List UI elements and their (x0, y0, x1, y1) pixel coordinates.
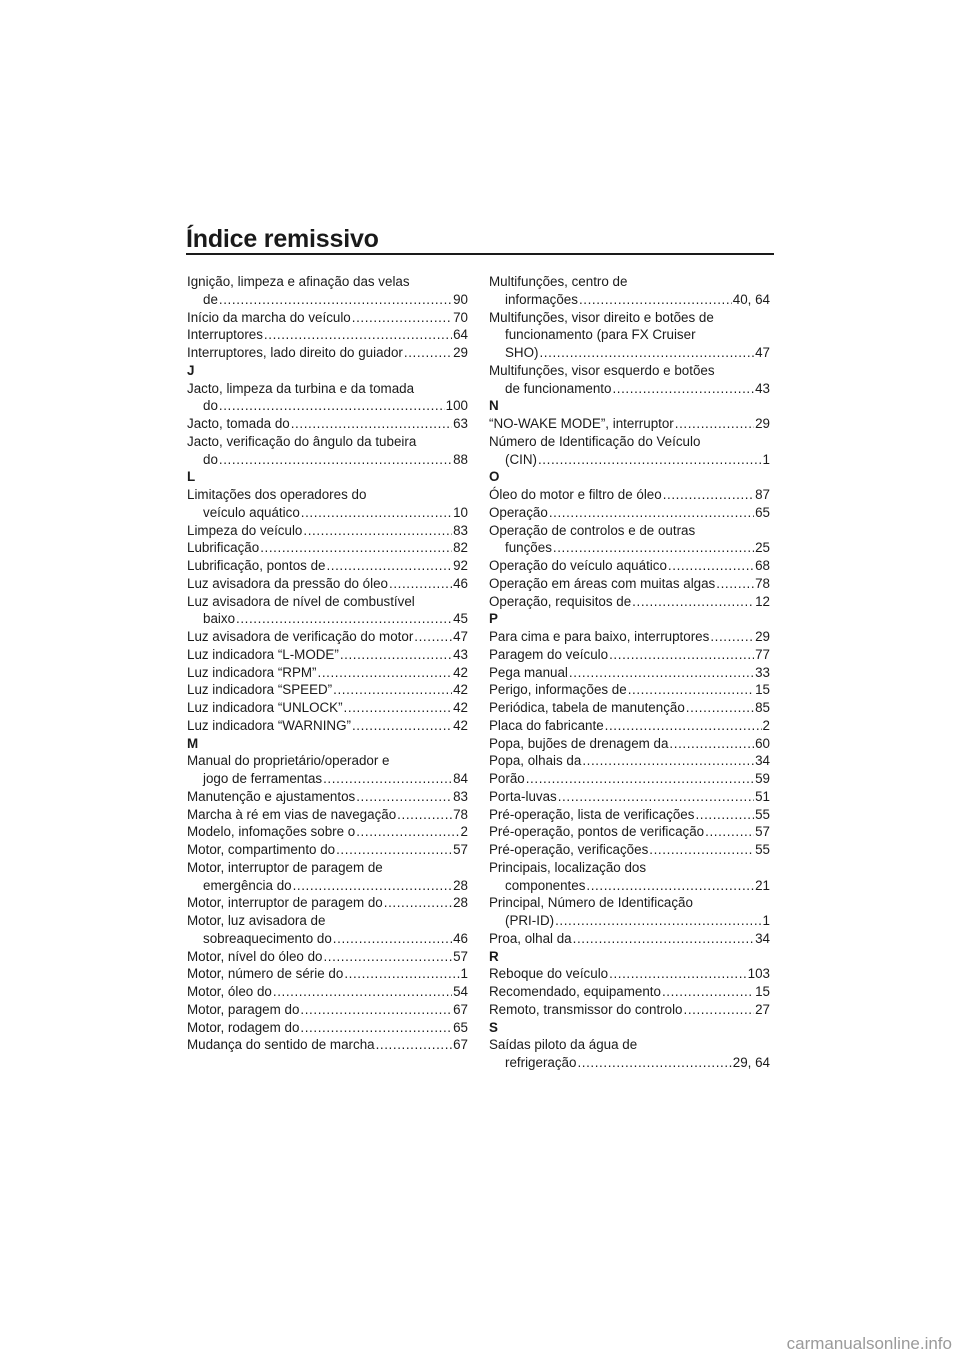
index-page-number: 42 (453, 682, 468, 698)
dot-leader (605, 717, 762, 735)
index-column-left (187, 273, 468, 1054)
dot-leader (632, 593, 754, 611)
index-entry-text: Principal, Número de Identificação (489, 895, 693, 911)
index-entry (489, 717, 770, 735)
dot-leader (538, 451, 762, 469)
index-entry (187, 646, 468, 664)
index-page-number: 46 (453, 930, 468, 946)
index-page-number: 83 (453, 788, 468, 804)
index-page-number: 47 (755, 345, 770, 360)
index-entry-text: Porta-luvas (489, 788, 557, 804)
index-entry-text: Jacto, limpeza da turbina e da tomada (187, 380, 415, 396)
index-page-number: 12 (755, 593, 770, 609)
index-entry-text: funções (505, 540, 552, 556)
index-entry-text: Popa, bujões de drenagem da (489, 735, 669, 751)
index-entry-text: jogo de ferramentas (203, 771, 323, 786)
index-entry (187, 309, 468, 327)
index-page-number: 78 (453, 806, 468, 822)
index-entry (187, 664, 468, 682)
dot-leader (219, 291, 452, 309)
index-page-number: 43 (755, 380, 770, 396)
index-entry-text: Interruptores, lado direito do guiador (187, 345, 403, 360)
index-entry-text: Jacto, tomada do (187, 416, 290, 431)
index-entry-text: Paragem do veículo (489, 646, 609, 662)
dot-leader (326, 557, 452, 575)
index-entry (187, 433, 468, 469)
dot-leader (340, 646, 452, 664)
index-entry-text: Ignição, limpeza e afinação das velas (187, 274, 410, 289)
index-entry (489, 273, 770, 309)
index-entry-text: Marcha à ré em vias de navegação (187, 806, 397, 822)
index-page-number: 45 (453, 611, 468, 627)
index-entry-text: Multifunções, centro de (489, 274, 628, 289)
index-entry (489, 770, 770, 788)
dot-leader (300, 1001, 452, 1019)
index-page-number: 90 (453, 291, 468, 307)
index-letter-heading: S (489, 1019, 498, 1035)
index-entry (489, 646, 770, 664)
dot-leader (663, 486, 754, 504)
index-entry-text: Motor, compartimento do (187, 842, 336, 857)
index-page-number: 10 (453, 504, 468, 520)
dot-leader (628, 681, 754, 699)
index-page-number: 47 (453, 629, 468, 644)
index-entry-text: Modelo, infomações sobre o (187, 824, 356, 840)
index-page-number: 55 (755, 806, 770, 822)
index-page-number: 25 (755, 540, 770, 556)
dot-leader (526, 770, 754, 788)
index-page-number: 27 (755, 1001, 770, 1017)
index-entry-text: do (203, 398, 218, 414)
index-entry (489, 859, 770, 895)
index-entry (489, 735, 770, 753)
index-entry-text: Limpeza do veículo (187, 522, 303, 538)
index-entry-text: Luz avisadora de nível de combustível (187, 593, 415, 609)
dot-leader (414, 628, 452, 646)
index-entry (489, 362, 770, 398)
dot-leader (219, 451, 452, 469)
dot-leader (323, 770, 452, 788)
dot-leader (219, 397, 445, 415)
index-entry (187, 841, 468, 859)
index-entry-text: Manutenção e ajustamentos (187, 788, 356, 804)
index-entry (489, 522, 770, 558)
dot-leader (291, 415, 452, 433)
index-entry (187, 380, 468, 416)
dot-leader (384, 894, 452, 912)
index-page-number: 67 (453, 1037, 468, 1053)
index-entry-text: Óleo do motor e filtro de óleo (489, 487, 662, 502)
dot-leader (609, 965, 747, 983)
watermark: carmanualsonline.info (786, 1334, 952, 1353)
index-letter-heading: R (489, 948, 499, 964)
index-entry (187, 965, 468, 983)
index-letter-heading: M (187, 735, 199, 751)
dot-leader (649, 841, 754, 859)
index-entry-text: Motor, paragem do (187, 1001, 300, 1017)
index-entry-text: Operação do veículo aquático (489, 558, 667, 573)
index-entry (187, 415, 468, 433)
index-entry-text: Para cima e para baixo, interruptores (489, 629, 710, 644)
index-page-number: 88 (453, 451, 468, 467)
index-page-number: 92 (453, 558, 468, 573)
index-letter-heading: O (489, 469, 500, 485)
dot-leader (675, 415, 754, 433)
index-page-number: 82 (453, 540, 468, 556)
dot-leader (716, 575, 754, 593)
dot-leader (555, 912, 761, 930)
index-entry (489, 681, 770, 699)
index-page-number: 28 (453, 877, 468, 893)
dot-leader (582, 752, 754, 770)
index-entry-text: emergência do (203, 877, 292, 893)
index-entry (187, 273, 468, 309)
index-entry (187, 344, 468, 362)
index-page-number: 70 (453, 309, 468, 325)
index-page-number: 29 (453, 345, 468, 360)
index-entry-text: Lubrificação (187, 540, 260, 556)
index-page-number: 67 (453, 1001, 468, 1017)
dot-leader (352, 717, 452, 735)
index-entry-text: veículo aquático (203, 504, 300, 520)
index-entry (187, 1019, 468, 1037)
index-entry (187, 557, 468, 575)
index-entry-text: informações (505, 291, 578, 307)
dot-leader (579, 291, 732, 309)
index-page-number: 54 (453, 984, 468, 999)
dot-leader (684, 1001, 755, 1019)
index-entry (187, 948, 468, 966)
index-page-number: 43 (453, 646, 468, 662)
index-entry (187, 717, 468, 735)
index-page-number: 78 (755, 575, 770, 591)
dot-leader (710, 628, 754, 646)
index-page-number: 77 (755, 646, 770, 662)
index-page-number: 65 (453, 1019, 468, 1035)
index-entry (489, 628, 770, 646)
index-entry (489, 752, 770, 770)
dot-leader (586, 877, 754, 895)
index-entry-text: Mudança do sentido de marcha (187, 1037, 375, 1053)
dot-leader (612, 380, 754, 398)
index-entry-text: SHO) (505, 345, 539, 360)
index-entry (187, 823, 468, 841)
index-entry (489, 983, 770, 1001)
index-entry (187, 681, 468, 699)
dot-leader (569, 664, 754, 682)
dot-leader (264, 326, 452, 344)
index-entry (187, 1036, 468, 1054)
index-page-number: 29, 64 (732, 1055, 770, 1070)
dot-leader (609, 646, 754, 664)
index-page-number: 87 (755, 487, 770, 502)
index-letter-heading: J (187, 362, 195, 378)
index-entry-text: Lubrificação, pontos de (187, 558, 326, 573)
index-page-number: 100 (445, 398, 468, 414)
dot-leader (389, 575, 452, 593)
dot-leader (539, 344, 754, 362)
index-entry-text: componentes (505, 877, 586, 893)
page-title: Índice remissivo (186, 225, 379, 253)
index-entry (187, 859, 468, 895)
index-letter-heading: N (489, 398, 499, 414)
index-entry (187, 539, 468, 557)
index-column-right (489, 273, 770, 1072)
dot-leader (662, 983, 754, 1001)
index-entry-text: baixo (203, 611, 236, 627)
index-entry-text: Motor, número de série do (187, 966, 344, 982)
index-entry (489, 841, 770, 859)
index-entry-text: Recomendado, equipamento (489, 984, 661, 999)
dot-leader (318, 664, 453, 682)
index-entry-text: Periódica, tabela de manutenção (489, 700, 685, 715)
index-page-number: 55 (755, 842, 770, 857)
index-entry-text: Pré-operação, lista de verificações (489, 806, 695, 822)
dot-leader (300, 1019, 452, 1037)
dot-leader (323, 948, 452, 966)
index-entry-text: Pré-operação, pontos de verificação (489, 824, 705, 840)
index-entry (489, 433, 770, 469)
index-page-number: 15 (755, 682, 770, 698)
index-entry-text: Reboque do veículo (489, 966, 609, 982)
dot-leader (397, 806, 452, 824)
index-entry-text: Luz avisadora da pressão do óleo (187, 575, 388, 591)
index-entry-text: Motor, interruptor de paragem de (187, 859, 383, 875)
index-entry (489, 823, 770, 841)
index-entry-text: Saídas piloto da água de (489, 1037, 638, 1053)
index-entry (187, 628, 468, 646)
index-page-number: 103 (747, 966, 770, 982)
index-entry-text: Proa, olhal da (489, 930, 572, 946)
index-entry (489, 699, 770, 717)
dot-leader (356, 788, 452, 806)
index-page-number: 42 (453, 664, 468, 680)
index-entry-text: Início da marcha do veículo (187, 309, 351, 325)
index-page-number: 46 (453, 575, 468, 591)
index-entry-text: funcionamento (para FX Cruiser (505, 327, 696, 343)
index-entry-text: Popa, olhais da (489, 753, 582, 769)
index-page-number: 1 (762, 451, 770, 467)
index-entry-text: Limitações dos operadores do (187, 487, 367, 502)
title-rule (186, 253, 774, 255)
index-entry-text: Operação de controlos e de outras (489, 522, 696, 538)
dot-leader (549, 504, 754, 522)
dot-leader (301, 504, 452, 522)
index-entry (187, 806, 468, 824)
index-entry (489, 575, 770, 593)
index-entry (187, 912, 468, 948)
index-entry (489, 930, 770, 948)
dot-leader (333, 930, 452, 948)
dot-leader (260, 539, 452, 557)
index-entry (187, 752, 468, 788)
index-entry (489, 806, 770, 824)
index-page-number: 15 (755, 984, 770, 999)
index-entry-text: Luz indicadora “SPEED” (187, 682, 333, 698)
dot-leader (344, 699, 453, 717)
index-entry (187, 699, 468, 717)
index-entry-text: Operação em áreas com muitas algas (489, 575, 716, 591)
index-entry-text: Perigo, informações de (489, 682, 627, 698)
index-page-number: 85 (755, 700, 770, 715)
index-entry-text: Pega manual (489, 664, 568, 680)
index-entry (489, 664, 770, 682)
index-page-number: 84 (453, 771, 468, 786)
index-page-number: 83 (453, 522, 468, 538)
index-entry-text: Luz indicadora “WARNING” (187, 717, 351, 733)
index-entry (489, 309, 770, 362)
index-page-number: 63 (453, 416, 468, 431)
index-entry (489, 1001, 770, 1019)
index-entry-text: Motor, óleo do (187, 984, 272, 999)
index-entry-text: Porão (489, 771, 525, 786)
index-entry (489, 557, 770, 575)
index-entry-text: (CIN) (505, 451, 537, 467)
index-page-number: 57 (453, 948, 468, 964)
index-page-number: 34 (755, 930, 770, 946)
index-page-number: 51 (755, 788, 770, 804)
index-entry-text: Interruptores (187, 327, 263, 343)
dot-leader (376, 1036, 453, 1054)
index-page-number: 28 (453, 895, 468, 911)
index-page-number: 40, 64 (732, 291, 770, 307)
index-entry-text: Motor, interruptor de paragem do (187, 895, 383, 911)
index-page-number: 2 (460, 824, 468, 840)
dot-leader (404, 344, 452, 362)
index-entry-text: Motor, nível do óleo do (187, 948, 323, 964)
index-entry-text: “NO-WAKE MODE”, interruptor (489, 416, 674, 431)
index-page-number: 60 (755, 735, 770, 751)
index-entry-text: Placa do fabricante (489, 717, 604, 733)
dot-leader (577, 1054, 731, 1072)
index-page-number: 29 (755, 629, 770, 644)
index-entry (489, 965, 770, 983)
index-page-number: 1 (460, 966, 468, 982)
index-page-number: 21 (755, 877, 770, 893)
dot-leader (344, 965, 459, 983)
dot-leader (558, 788, 754, 806)
index-entry (187, 1001, 468, 1019)
dot-leader (705, 823, 754, 841)
dot-leader (686, 699, 754, 717)
index-entry-text: sobreaquecimento do (203, 930, 332, 946)
index-entry (489, 593, 770, 611)
dot-leader (293, 877, 453, 895)
index-page-number: 59 (755, 771, 770, 786)
dot-leader (303, 522, 452, 540)
index-entry-text: Luz indicadora “RPM” (187, 664, 317, 680)
index-page-number: 57 (755, 824, 770, 840)
index-entry (187, 894, 468, 912)
index-page-number: 29 (755, 416, 770, 431)
index-entry-text: do (203, 451, 218, 467)
index-letter-heading: P (489, 611, 498, 627)
index-page-number: 33 (755, 664, 770, 680)
index-entry-text: Luz avisadora de verificação do motor (187, 629, 414, 644)
dot-leader (333, 681, 452, 699)
dot-leader (668, 557, 754, 575)
index-page-number: 65 (755, 504, 770, 520)
index-entry (489, 894, 770, 930)
index-entry-text: Jacto, verificação do ângulo da tubeira (187, 433, 417, 449)
index-entry-text: Remoto, transmissor do controlo (489, 1001, 683, 1017)
dot-leader (669, 735, 754, 753)
index-entry (489, 415, 770, 433)
index-entry-text: Pré-operação, verificações (489, 842, 649, 857)
index-page-number: 42 (453, 717, 468, 733)
dot-leader (553, 539, 754, 557)
index-entry-text: de (203, 291, 218, 307)
index-entry-text: Número de Identificação do Veículo (489, 433, 701, 449)
dot-leader (573, 930, 754, 948)
dot-leader (236, 610, 452, 628)
index-entry (187, 486, 468, 522)
index-page-number: 68 (755, 558, 770, 573)
index-page-number: 1 (762, 913, 770, 928)
index-entry-text: refrigeração (505, 1055, 577, 1070)
index-entry (187, 326, 468, 344)
index-entry (489, 1036, 770, 1072)
index-page-number: 57 (453, 842, 468, 857)
index-entry-text: Luz indicadora “L-MODE” (187, 646, 339, 662)
index-entry (187, 522, 468, 540)
index-page-number: 42 (453, 700, 468, 715)
index-entry (187, 983, 468, 1001)
dot-leader (695, 806, 754, 824)
index-entry-text: de funcionamento (505, 380, 612, 396)
index-entry-text: Multifunções, visor direito e botões de (489, 309, 714, 325)
dot-leader (273, 983, 452, 1001)
dot-leader (352, 309, 452, 327)
dot-leader (356, 823, 459, 841)
index-letter-heading: L (187, 469, 196, 485)
index-entry-text: Motor, luz avisadora de (187, 913, 326, 928)
index-entry-text: Principais, localização dos (489, 859, 647, 875)
index-entry (489, 788, 770, 806)
index-entry (489, 486, 770, 504)
index-page-number: 34 (755, 753, 770, 769)
index-entry-text: (PRI-ID) (505, 913, 555, 928)
index-entry-text: Luz indicadora “UNLOCK” (187, 700, 343, 715)
index-entry-text: Multifunções, visor esquerdo e botões (489, 362, 715, 378)
index-entry (187, 593, 468, 629)
index-entry (489, 504, 770, 522)
index-entry (187, 575, 468, 593)
index-page-number: 2 (762, 717, 770, 733)
index-entry (187, 788, 468, 806)
index-entry-text: Operação (489, 504, 548, 520)
index-entry-text: Manual do proprietário/operador e (187, 753, 390, 769)
index-entry-text: Motor, rodagem do (187, 1019, 300, 1035)
dot-leader (336, 841, 452, 859)
index-page-number: 64 (453, 327, 468, 343)
index-entry-text: Operação, requisitos de (489, 593, 632, 609)
